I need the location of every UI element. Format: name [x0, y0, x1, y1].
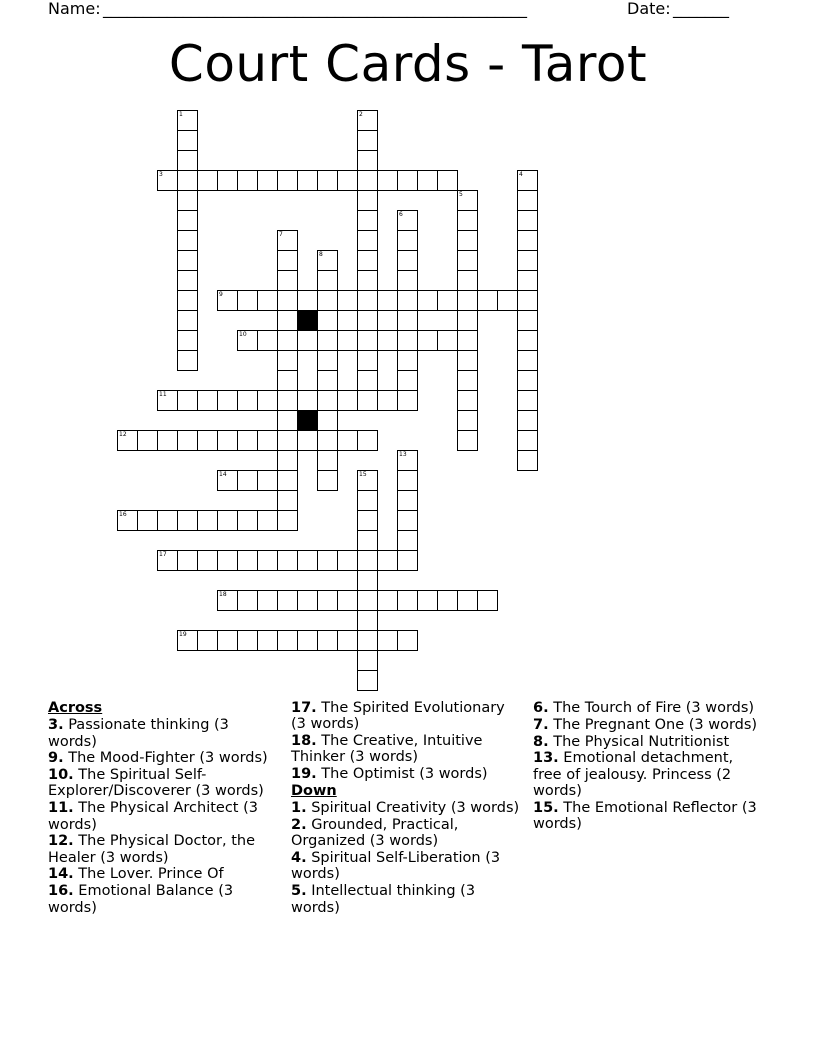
- grid-cell[interactable]: [157, 390, 178, 411]
- clue-text: Passionate thinking (3 words): [48, 717, 229, 750]
- clue-number: 17.: [291, 700, 317, 716]
- grid-cell[interactable]: [517, 290, 538, 311]
- clue-text: The Mood-Fighter (3 words): [68, 750, 268, 767]
- name-label: Name:: [48, 0, 101, 18]
- clue-number: 12.: [48, 833, 74, 850]
- grid-cell[interactable]: [257, 170, 278, 191]
- grid-number: 6: [399, 211, 403, 218]
- grid-cell[interactable]: [457, 290, 478, 311]
- grid-cell[interactable]: [377, 630, 398, 651]
- grid-cell[interactable]: [317, 350, 338, 371]
- grid-cell[interactable]: [337, 330, 358, 351]
- grid-cell[interactable]: [277, 550, 298, 571]
- grid-cell[interactable]: [357, 210, 378, 231]
- clues-column-2: [291, 700, 523, 916]
- grid-cell[interactable]: [317, 250, 338, 271]
- clue-number: 4.: [291, 850, 307, 867]
- clue-text: The Lover. Prince Of: [78, 866, 224, 883]
- clue-number: 7.: [533, 716, 549, 733]
- grid-cell[interactable]: [457, 410, 478, 431]
- grid-cell[interactable]: [217, 290, 238, 311]
- grid-cell[interactable]: [397, 590, 418, 611]
- grid-cell[interactable]: [277, 170, 298, 191]
- grid-number: 18: [219, 591, 227, 598]
- grid-cell[interactable]: [317, 470, 338, 491]
- clue-text: Emotional Balance (3 words): [48, 883, 234, 916]
- grid-cell[interactable]: [337, 590, 358, 611]
- grid-cell[interactable]: [357, 170, 378, 191]
- grid-cell[interactable]: [357, 230, 378, 251]
- grid-cell[interactable]: [237, 510, 258, 531]
- grid-cell[interactable]: [397, 250, 418, 271]
- grid-number: 4: [519, 171, 523, 178]
- grid-cell[interactable]: [177, 130, 198, 151]
- clue-text: Spiritual Self-Liberation (3 words): [291, 850, 501, 883]
- clue-down-5: [291, 883, 523, 916]
- grid-cell[interactable]: [417, 590, 438, 611]
- grid-cell[interactable]: [217, 470, 238, 491]
- grid-cell[interactable]: [517, 390, 538, 411]
- clue-number: 1.: [291, 800, 307, 817]
- grid-cell[interactable]: [277, 430, 298, 451]
- grid-cell[interactable]: [277, 510, 298, 531]
- clue-number: 14.: [48, 866, 74, 883]
- grid-cell[interactable]: [157, 430, 178, 451]
- grid-cell[interactable]: [137, 510, 158, 531]
- grid-cell[interactable]: [157, 170, 178, 191]
- grid-cell[interactable]: [517, 430, 538, 451]
- grid-cell[interactable]: [377, 390, 398, 411]
- clue-down-4: [291, 850, 523, 883]
- grid-cell[interactable]: [337, 170, 358, 191]
- clue-text: Emotional detachment, free of jealousy. Princess (2 words): [533, 750, 734, 799]
- grid-number: 9: [219, 291, 223, 298]
- grid-cell[interactable]: [397, 230, 418, 251]
- grid-cell[interactable]: [357, 470, 378, 491]
- clue-across-19: [291, 766, 523, 782]
- clue-text: The Spiritual Self-Explorer/Discoverer (3 words): [48, 767, 264, 800]
- clue-text: Grounded, Practical, Organized (3 words): [291, 817, 459, 850]
- clue-text: The Spirited Evolutionary (3 words): [291, 700, 505, 733]
- grid-cell[interactable]: [437, 170, 458, 191]
- grid-cell[interactable]: [257, 550, 278, 571]
- grid-cell[interactable]: [357, 650, 378, 671]
- grid-cell[interactable]: [357, 110, 378, 131]
- grid-cell[interactable]: [517, 250, 538, 271]
- grid-cell[interactable]: [457, 430, 478, 451]
- grid-cell[interactable]: [357, 610, 378, 631]
- clue-down-13: [533, 750, 765, 799]
- grid-cell[interactable]: [357, 270, 378, 291]
- grid-cell[interactable]: [457, 390, 478, 411]
- grid-number: 3: [159, 171, 163, 178]
- grid-cell[interactable]: [477, 290, 498, 311]
- clue-text: Intellectual thinking (3 words): [291, 883, 476, 916]
- clue-across-9: [48, 750, 280, 766]
- page-title: Court Cards - Tarot: [168, 35, 648, 93]
- grid-cell[interactable]: [337, 390, 358, 411]
- grid-cell[interactable]: [457, 210, 478, 231]
- grid-cell[interactable]: [257, 510, 278, 531]
- grid-cell[interactable]: [317, 330, 338, 351]
- grid-cell[interactable]: [277, 590, 298, 611]
- grid-cell[interactable]: [317, 310, 338, 331]
- grid-cell[interactable]: [417, 290, 438, 311]
- grid-cell[interactable]: [237, 550, 258, 571]
- clue-across-18: [291, 733, 523, 766]
- grid-cell[interactable]: [177, 170, 198, 191]
- grid-cell[interactable]: [257, 590, 278, 611]
- grid-cell[interactable]: [177, 110, 198, 131]
- grid-cell[interactable]: [157, 550, 178, 571]
- grid-number: 2: [359, 111, 363, 118]
- grid-cell[interactable]: [277, 310, 298, 331]
- grid-cell[interactable]: [337, 630, 358, 651]
- grid-cell[interactable]: [237, 330, 258, 351]
- grid-number: 16: [119, 511, 127, 518]
- grid-cell[interactable]: [357, 250, 378, 271]
- grid-number: 19: [179, 631, 187, 638]
- clues-column-1: [48, 700, 280, 916]
- clue-text: The Physical Nutritionist: [553, 733, 730, 750]
- grid-cell[interactable]: [317, 590, 338, 611]
- clue-text: The Optimist (3 words): [321, 766, 488, 783]
- date-label: Date:: [627, 0, 671, 18]
- grid-cell[interactable]: [137, 430, 158, 451]
- clue-number: 18.: [291, 733, 317, 750]
- clue-down-8: [533, 734, 765, 750]
- grid-cell[interactable]: [257, 390, 278, 411]
- grid-cell[interactable]: [217, 430, 238, 451]
- grid-cell[interactable]: [517, 410, 538, 431]
- grid-cell[interactable]: [357, 390, 378, 411]
- grid-cell[interactable]: [257, 290, 278, 311]
- grid-cell[interactable]: [397, 310, 418, 331]
- grid-cell[interactable]: [397, 350, 418, 371]
- grid-cell[interactable]: [297, 630, 318, 651]
- grid-cell[interactable]: [437, 590, 458, 611]
- grid-cell[interactable]: [297, 430, 318, 451]
- grid-cell[interactable]: [497, 290, 518, 311]
- clue-number: 11.: [48, 800, 74, 817]
- grid-cell[interactable]: [337, 430, 358, 451]
- grid-cell[interactable]: [397, 450, 418, 471]
- grid-cell[interactable]: [177, 270, 198, 291]
- grid-cell[interactable]: [297, 290, 318, 311]
- grid-number: 12: [119, 431, 127, 438]
- grid-cell[interactable]: [277, 270, 298, 291]
- grid-cell[interactable]: [177, 150, 198, 171]
- grid-cell[interactable]: [317, 630, 338, 651]
- grid-cell[interactable]: [297, 590, 318, 611]
- grid-cell[interactable]: [357, 510, 378, 531]
- down-heading: Down: [291, 782, 337, 799]
- clue-number: 5.: [291, 883, 307, 900]
- grid-cell[interactable]: [317, 390, 338, 411]
- clue-number: 6.: [533, 700, 549, 716]
- grid-cell[interactable]: [297, 170, 318, 191]
- grid-cell[interactable]: [357, 350, 378, 371]
- grid-cell[interactable]: [117, 510, 138, 531]
- grid-cell[interactable]: [237, 390, 258, 411]
- grid-cell[interactable]: [357, 130, 378, 151]
- grid-number: 8: [319, 251, 323, 258]
- grid-cell[interactable]: [117, 430, 138, 451]
- clue-text: The Tourch of Fire (3 words): [553, 700, 755, 716]
- grid-cell[interactable]: [517, 330, 538, 351]
- grid-cell[interactable]: [437, 330, 458, 351]
- grid-cell[interactable]: [517, 230, 538, 251]
- grid-cell[interactable]: [397, 170, 418, 191]
- clue-number: 9.: [48, 750, 64, 767]
- date-line: _______: [673, 0, 729, 18]
- grid-cell[interactable]: [177, 550, 198, 571]
- grid-cell[interactable]: [357, 290, 378, 311]
- grid-cell[interactable]: [197, 630, 218, 651]
- grid-cell[interactable]: [457, 330, 478, 351]
- grid-cell[interactable]: [257, 330, 278, 351]
- grid-cell[interactable]: [397, 370, 418, 391]
- grid-cell[interactable]: [177, 230, 198, 251]
- clue-number: 19.: [291, 766, 317, 783]
- grid-cell[interactable]: [177, 330, 198, 351]
- clue-number: 10.: [48, 767, 74, 784]
- clue-number: 15.: [533, 799, 559, 816]
- grid-cell[interactable]: [277, 330, 298, 351]
- grid-cell[interactable]: [517, 370, 538, 391]
- grid-cell[interactable]: [317, 270, 338, 291]
- clues-column-3: [533, 700, 765, 833]
- grid-cell[interactable]: [397, 490, 418, 511]
- grid-cell[interactable]: [457, 250, 478, 271]
- grid-cell[interactable]: [237, 290, 258, 311]
- grid-cell[interactable]: [257, 630, 278, 651]
- grid-cell[interactable]: [317, 410, 338, 431]
- grid-cell[interactable]: [177, 210, 198, 231]
- grid-cell[interactable]: [277, 290, 298, 311]
- grid-cell[interactable]: [277, 450, 298, 471]
- grid-cell[interactable]: [397, 270, 418, 291]
- grid-cell[interactable]: [517, 170, 538, 191]
- clue-text: The Emotional Reflector (3 words): [533, 799, 757, 833]
- grid-cell[interactable]: [197, 170, 218, 191]
- grid-cell[interactable]: [357, 190, 378, 211]
- grid-cell[interactable]: [277, 630, 298, 651]
- clue-text: Spiritual Creativity (3 words): [311, 800, 520, 817]
- grid-cell[interactable]: [177, 290, 198, 311]
- grid-cell[interactable]: [517, 270, 538, 291]
- grid-cell[interactable]: [377, 550, 398, 571]
- grid-cell[interactable]: [237, 630, 258, 651]
- grid-cell[interactable]: [357, 370, 378, 391]
- grid-cell[interactable]: [357, 570, 378, 591]
- grid-cell[interactable]: [377, 290, 398, 311]
- grid-cell[interactable]: [177, 190, 198, 211]
- grid-number: 17: [159, 551, 167, 558]
- grid-cell[interactable]: [457, 370, 478, 391]
- grid-cell[interactable]: [397, 210, 418, 231]
- grid-cell[interactable]: [377, 170, 398, 191]
- clue-number: 8.: [533, 733, 549, 750]
- grid-cell[interactable]: [177, 350, 198, 371]
- grid-cell[interactable]: [317, 450, 338, 471]
- grid-cell[interactable]: [397, 530, 418, 551]
- clue-number: 13.: [533, 750, 559, 767]
- clue-down-1: [291, 800, 523, 816]
- grid-cell[interactable]: [177, 250, 198, 271]
- grid-cell[interactable]: [457, 190, 478, 211]
- clue-across-14: [48, 866, 280, 882]
- name-line: _____________________________________________________: [103, 0, 527, 18]
- grid-number: 15: [359, 471, 367, 478]
- grid-cell[interactable]: [397, 330, 418, 351]
- grid-cell[interactable]: [457, 350, 478, 371]
- grid-cell[interactable]: [457, 310, 478, 331]
- grid-cell[interactable]: [317, 170, 338, 191]
- grid-cell[interactable]: [317, 290, 338, 311]
- clue-text: The Pregnant One (3 words): [553, 716, 758, 733]
- grid-cell[interactable]: [517, 190, 538, 211]
- grid-number: 11: [159, 391, 167, 398]
- grid-cell[interactable]: [177, 390, 198, 411]
- clue-number: 2.: [291, 817, 307, 834]
- grid-cell[interactable]: [177, 510, 198, 531]
- grid-cell[interactable]: [397, 630, 418, 651]
- grid-cell[interactable]: [197, 430, 218, 451]
- clue-across-17: [291, 700, 523, 733]
- clue-down-6: [533, 700, 765, 716]
- grid-cell[interactable]: [177, 310, 198, 331]
- grid-cell[interactable]: [397, 290, 418, 311]
- clue-down-7: [533, 717, 765, 733]
- grid-cell[interactable]: [277, 350, 298, 371]
- clue-number: 3.: [48, 717, 64, 734]
- clue-across-3: [48, 717, 280, 750]
- grid-cell[interactable]: [237, 470, 258, 491]
- grid-cell[interactable]: [397, 470, 418, 491]
- grid-number: 14: [219, 471, 227, 478]
- grid-cell[interactable]: [317, 430, 338, 451]
- grid-cell[interactable]: [377, 330, 398, 351]
- grid-cell[interactable]: [357, 530, 378, 551]
- grid-cell[interactable]: [517, 310, 538, 331]
- grid-cell[interactable]: [457, 270, 478, 291]
- grid-cell[interactable]: [177, 630, 198, 651]
- clue-across-16: [48, 883, 280, 916]
- grid-cell[interactable]: [217, 510, 238, 531]
- grid-cell[interactable]: [257, 430, 278, 451]
- across-heading: Across: [48, 700, 103, 716]
- grid-cell[interactable]: [217, 630, 238, 651]
- grid-number: 13: [399, 451, 407, 458]
- black-square: [297, 410, 318, 431]
- clue-across-11: [48, 800, 280, 833]
- grid-cell[interactable]: [217, 170, 238, 191]
- clue-number: 16.: [48, 883, 74, 900]
- grid-cell[interactable]: [177, 430, 198, 451]
- grid-cell[interactable]: [477, 590, 498, 611]
- grid-cell[interactable]: [357, 310, 378, 331]
- grid-cell[interactable]: [437, 290, 458, 311]
- black-square: [297, 310, 318, 331]
- grid-number: 10: [239, 331, 247, 338]
- grid-cell[interactable]: [217, 550, 238, 571]
- grid-cell[interactable]: [217, 590, 238, 611]
- grid-cell[interactable]: [397, 510, 418, 531]
- grid-cell[interactable]: [517, 210, 538, 231]
- grid-number: 5: [459, 191, 463, 198]
- grid-cell[interactable]: [277, 370, 298, 391]
- grid-cell[interactable]: [237, 430, 258, 451]
- grid-cell[interactable]: [357, 590, 378, 611]
- grid-cell[interactable]: [217, 390, 238, 411]
- grid-number: 1: [179, 111, 183, 118]
- grid-cell[interactable]: [197, 510, 218, 531]
- grid-cell[interactable]: [317, 370, 338, 391]
- grid-cell[interactable]: [297, 390, 318, 411]
- grid-cell[interactable]: [197, 550, 218, 571]
- grid-cell[interactable]: [417, 170, 438, 191]
- grid-cell[interactable]: [357, 550, 378, 571]
- grid-cell[interactable]: [377, 590, 398, 611]
- grid-cell[interactable]: [317, 550, 338, 571]
- clue-across-10: [48, 767, 280, 800]
- grid-cell[interactable]: [297, 330, 318, 351]
- grid-cell[interactable]: [357, 490, 378, 511]
- clue-down-15: [533, 800, 765, 833]
- grid-cell[interactable]: [157, 510, 178, 531]
- grid-cell[interactable]: [457, 230, 478, 251]
- grid-cell[interactable]: [517, 350, 538, 371]
- grid-cell[interactable]: [237, 590, 258, 611]
- grid-cell[interactable]: [357, 330, 378, 351]
- grid-cell[interactable]: [297, 550, 318, 571]
- grid-cell[interactable]: [197, 390, 218, 411]
- grid-cell[interactable]: [277, 410, 298, 431]
- grid-cell[interactable]: [357, 670, 378, 691]
- grid-cell[interactable]: [397, 550, 418, 571]
- grid-cell[interactable]: [257, 470, 278, 491]
- grid-cell[interactable]: [277, 470, 298, 491]
- grid-cell[interactable]: [357, 430, 378, 451]
- grid-cell[interactable]: [277, 390, 298, 411]
- clue-across-12: [48, 833, 280, 866]
- grid-cell[interactable]: [337, 290, 358, 311]
- grid-cell[interactable]: [277, 250, 298, 271]
- grid-cell[interactable]: [517, 450, 538, 471]
- grid-cell[interactable]: [277, 490, 298, 511]
- grid-cell[interactable]: [357, 630, 378, 651]
- clue-text: The Physical Doctor, the Healer (3 words): [48, 833, 256, 866]
- grid-cell[interactable]: [277, 230, 298, 251]
- clue-text: The Physical Architect (3 words): [48, 800, 258, 833]
- grid-number: 7: [279, 231, 283, 238]
- grid-cell[interactable]: [417, 330, 438, 351]
- grid-cell[interactable]: [237, 170, 258, 191]
- grid-cell[interactable]: [397, 390, 418, 411]
- grid-cell[interactable]: [457, 590, 478, 611]
- grid-cell[interactable]: [357, 150, 378, 171]
- grid-cell[interactable]: [337, 550, 358, 571]
- clue-down-2: [291, 817, 523, 850]
- clue-text: The Creative, Intuitive Thinker (3 words): [291, 733, 483, 766]
